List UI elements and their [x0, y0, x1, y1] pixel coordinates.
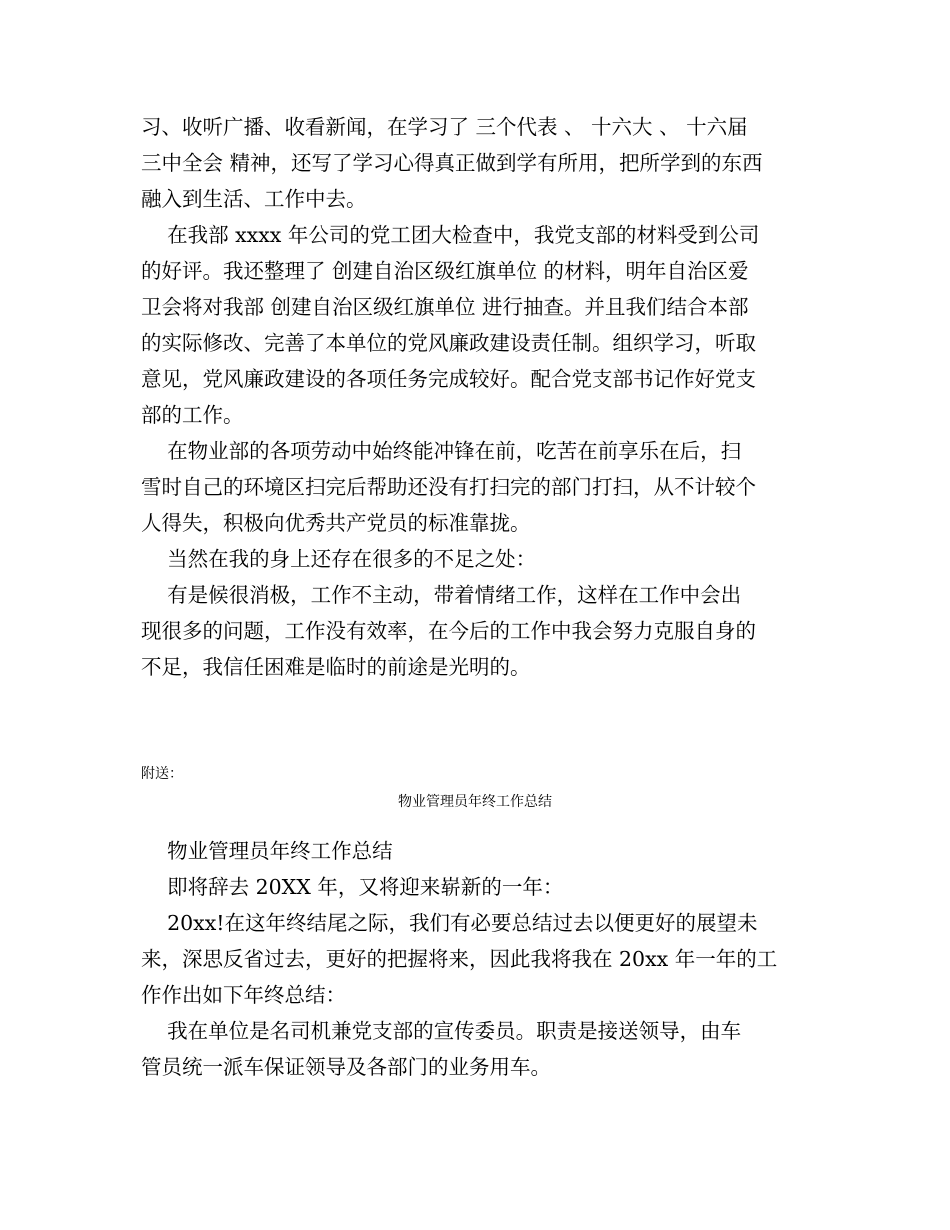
- paragraph-line: 当然在我的身上还存在很多的不足之处：: [141, 547, 537, 571]
- paragraph-line: 现很多的问题，工作没有效率，在今后的工作中我会努力克服自身的: [141, 619, 756, 643]
- paragraph-line: 意见，党风廉政建设的各项任务完成较好。配合党支部书记作好党支: [141, 367, 756, 391]
- paragraph-line: 人得失，积极向优秀共产党员的标准靠拢。: [141, 511, 531, 535]
- paragraph-line: 我在单位是名司机兼党支部的宣传委员。职责是接送领导，由车: [141, 1019, 742, 1043]
- paragraph-line: 作作出如下年终总结：: [141, 983, 346, 1007]
- paragraph-line: 在物业部的各项劳动中始终能冲锋在前，吃苦在前享乐在后，扫: [141, 439, 742, 463]
- paragraph-line: 即将辞去 20XX 年，又将迎来崭新的一年：: [141, 875, 564, 899]
- paragraph-line: 部的工作。: [141, 403, 244, 427]
- paragraph-line: 管员统一派车保证领导及各部门的业务用车。: [141, 1055, 551, 1079]
- appendix-label: 附送：: [141, 766, 183, 782]
- paragraph-line: 20xx!在这年终结尾之际，我们有必要总结过去以便更好的展望未: [141, 911, 758, 935]
- paragraph-line: 来，深思反省过去，更好的把握将来，因此我将我在 20xx 年一年的工: [141, 947, 778, 971]
- paragraph-line: 三中全会 精神，还写了学习心得真正做到学有所用，把所学到的东西: [141, 151, 763, 175]
- paragraph-line: 不足，我信任困难是临时的前途是光明的。: [141, 655, 531, 679]
- appendix-title: 物业管理员年终工作总结: [398, 794, 552, 810]
- paragraph-line: 的实际修改、完善了本单位的党风廉政建设责任制。组织学习，听取: [141, 331, 756, 355]
- paragraph-line: 融入到生活、工作中去。: [141, 187, 367, 211]
- paragraph-line: 在我部 xxxx 年公司的党工团大检查中，我党支部的材料受到公司: [141, 223, 760, 247]
- paragraph-line: 习、收听广播、收看新闻，在学习了 三个代表 、 十六大 、 十六届: [141, 115, 748, 139]
- paragraph-line: 物业管理员年终工作总结: [141, 839, 393, 863]
- paragraph-line: 卫会将对我部 创建自治区级红旗单位 进行抽查。并且我们结合本部: [141, 295, 749, 319]
- paragraph-line: 有是候很消极，工作不主动，带着情绪工作，这样在工作中会出: [141, 583, 742, 607]
- paragraph-line: 雪时自己的环境区扫完后帮助还没有打扫完的部门打扫，从不计较个: [141, 475, 756, 499]
- paragraph-line: 的好评。我还整理了 创建自治区级红旗单位 的材料，明年自治区爱: [141, 259, 749, 283]
